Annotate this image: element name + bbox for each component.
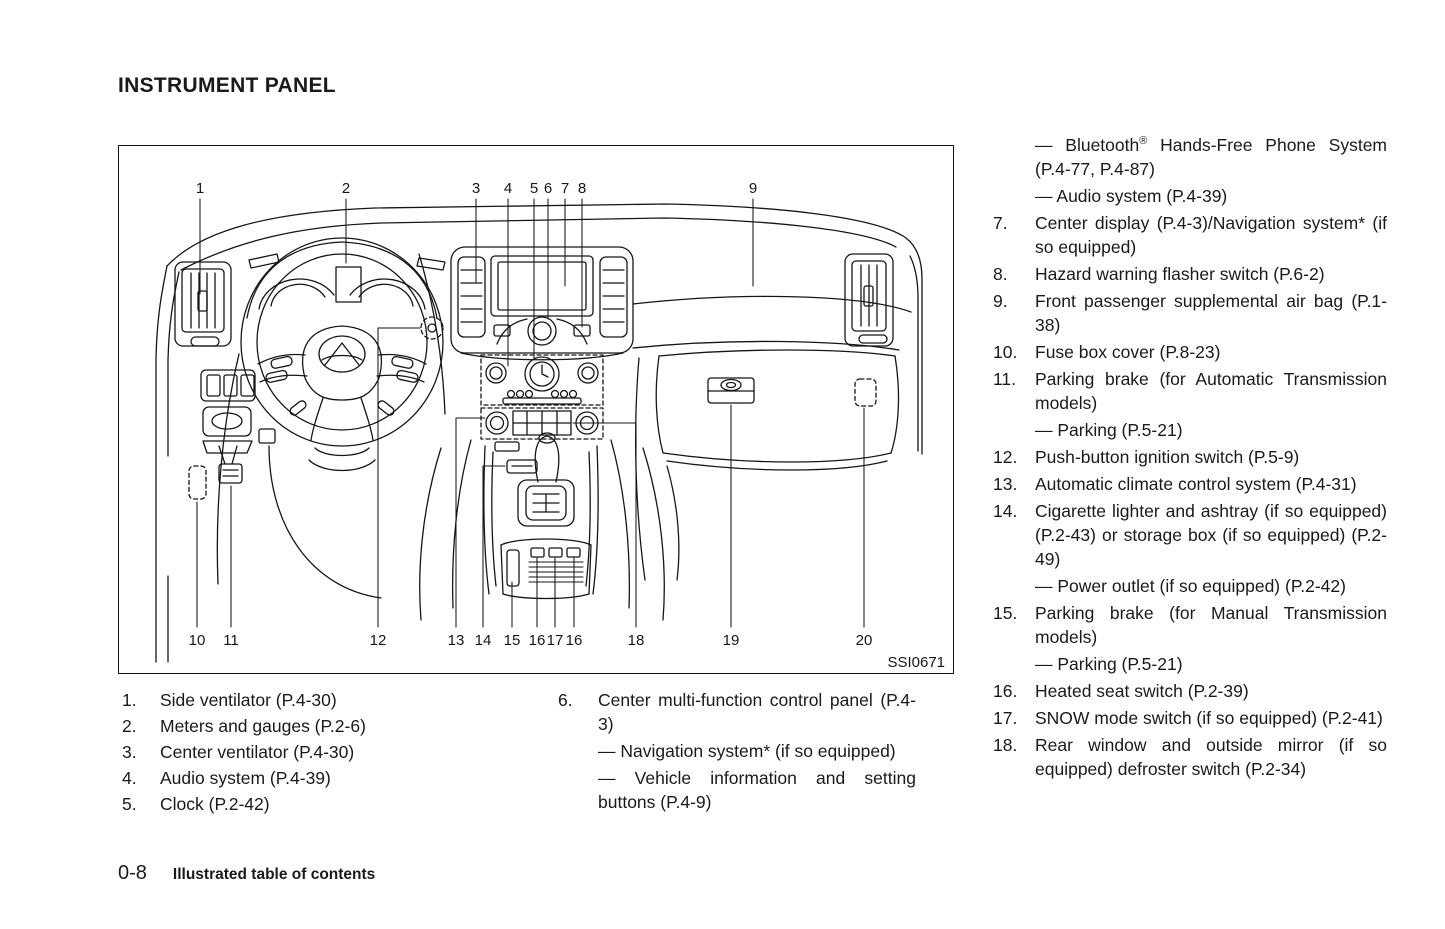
- figure-code: SSI0671: [887, 654, 945, 671]
- dashboard-outline: [156, 204, 922, 662]
- legend-item-number: 2.: [122, 716, 137, 736]
- legend-item-17: [993, 706, 1393, 730]
- legend-item-7: [993, 211, 1393, 259]
- legend-item-number: 9.: [993, 291, 1008, 311]
- legend-item-number: [993, 184, 1035, 208]
- legend-item-2: [122, 714, 542, 738]
- callout-11: 11: [223, 632, 239, 649]
- parking-brake-slot: [507, 550, 519, 586]
- center-ventilators: [458, 257, 627, 337]
- callout-10: 10: [188, 632, 206, 649]
- page-number: 0-8: [118, 862, 147, 884]
- legend-item-6: [558, 688, 924, 814]
- legend-sub-item-bluetooth: [993, 133, 1393, 181]
- dashed-outline-right: [855, 379, 876, 406]
- callout-6: 6: [543, 180, 553, 197]
- page-footer: [118, 862, 375, 885]
- legend-item-number: 1.: [122, 690, 137, 710]
- legend-item-18: [993, 733, 1393, 781]
- legend-item-text: — Audio system (P.4-39): [1035, 186, 1228, 206]
- storage-box-button: [507, 460, 537, 473]
- callout-2: 2: [341, 180, 351, 197]
- legend-item-number: 16.: [993, 681, 1018, 701]
- callout-1: 1: [195, 180, 205, 197]
- legend-item-number: 18.: [993, 735, 1018, 755]
- legend-item-number: 14.: [993, 501, 1018, 521]
- legend-item-text: Cigarette lighter and ashtray (if so equipped) (P.2-43) or storage box (if so equipped) (P.2-49): [1035, 501, 1387, 569]
- callout-13: 13: [447, 632, 465, 649]
- legend-item-text: Heated seat switch (P.2-39): [1035, 681, 1249, 701]
- legend-item-9: [993, 289, 1393, 337]
- right-side-vent: [845, 254, 893, 346]
- clock: [525, 357, 559, 391]
- legend-item-text: Rear window and outside mirror (if so equipped) defroster switch (P.2-34): [1035, 735, 1387, 779]
- callout-14: 14: [474, 632, 492, 649]
- legend-sub-item: — Navigation system* (if so equipped): [598, 741, 896, 761]
- gear-shifter: [518, 433, 574, 526]
- legend-item-number: 17.: [993, 708, 1018, 728]
- callout-16b: 16: [565, 632, 583, 649]
- legend-item-15: [993, 601, 1393, 676]
- legend-column-3: [993, 133, 1393, 784]
- footer-label: Illustrated table of contents: [172, 866, 376, 883]
- legend-item-text: Parking brake (for Manual Transmission models): [1035, 603, 1387, 647]
- callout-12: 12: [369, 632, 387, 649]
- callout-8: 8: [577, 180, 587, 197]
- legend-item-text: Parking brake (for Automatic Transmission models): [1035, 369, 1387, 413]
- figure-box: [118, 145, 954, 674]
- legend-item-text: — Bluetooth® Hands-Free Phone System (P.4-77, P.4-87): [1035, 135, 1388, 179]
- hood-release-lever: [203, 441, 252, 453]
- legend-column-1: [122, 688, 542, 818]
- legend-item-4: [122, 766, 542, 790]
- legend-item-number: 13.: [993, 474, 1018, 494]
- legend-item-text: Push-button ignition switch (P.5-9): [1035, 447, 1300, 467]
- callout-20: 20: [855, 632, 873, 649]
- page-title: INSTRUMENT PANEL: [118, 74, 336, 97]
- legend-sub-item: — Power outlet (if so equipped) (P.2-42): [1035, 576, 1346, 596]
- legend-item-text: Meters and gauges (P.2-6): [160, 716, 366, 736]
- center-display: [491, 256, 593, 316]
- legend-item-number: 7.: [993, 213, 1008, 233]
- legend-item-1: [122, 688, 542, 712]
- mirror-control-panel: [203, 407, 275, 443]
- callout-18: 18: [627, 632, 645, 649]
- left-side-vent: [175, 262, 231, 346]
- legend-item-text: Center multi-function control panel (P.4-3): [598, 690, 916, 734]
- callout-19: 19: [722, 632, 740, 649]
- callout-4: 4: [503, 180, 513, 197]
- legend-item-8: [993, 262, 1393, 286]
- callout-9: 9: [748, 180, 758, 197]
- callout-5: 5: [529, 180, 539, 197]
- legend-item-16: [993, 679, 1393, 703]
- callout-15: 15: [503, 632, 521, 649]
- legend-item-text: Side ventilator (P.4-30): [160, 690, 337, 710]
- legend-item-text: Center display (P.4-3)/Navigation system* (if so equipped): [1035, 213, 1387, 257]
- legend-item-number: 4.: [122, 768, 137, 788]
- legend-item-13: [993, 472, 1393, 496]
- legend-item-text: Automatic climate control system (P.4-31): [1035, 474, 1357, 494]
- legend-item-number: 11.: [993, 369, 1017, 389]
- fuse-box-dashed-outline: [189, 466, 206, 499]
- instrument-panel-diagram: [119, 146, 953, 673]
- legend-item-number: 6.: [558, 690, 573, 710]
- passenger-dash: [633, 296, 911, 580]
- legend-sub-item: — Parking (P.5-21): [1035, 654, 1183, 674]
- legend-item-3: [122, 740, 542, 764]
- legend-item-number: 10.: [993, 342, 1018, 362]
- legend-sub-item: — Vehicle information and setting buttons (P.4-9): [598, 768, 916, 812]
- legend-item-text: Clock (P.2-42): [160, 794, 270, 814]
- glove-box: [656, 350, 898, 470]
- legend-item-text: Front passenger supplemental air bag (P.1-38): [1035, 291, 1387, 335]
- dashboard-switch-panel: [201, 370, 255, 401]
- legend-item-12: [993, 445, 1393, 469]
- infiniti-logo: [319, 336, 365, 372]
- legend-item-text: Audio system (P.4-39): [160, 768, 331, 788]
- legend-item-11: [993, 367, 1393, 442]
- legend-item-text: Center ventilator (P.4-30): [160, 742, 355, 762]
- legend-sub-item: — Parking (P.5-21): [1035, 420, 1183, 440]
- legend-item-text: Fuse box cover (P.8-23): [1035, 342, 1221, 362]
- legend-column-2: [558, 688, 924, 817]
- callout-16a: 16: [528, 632, 546, 649]
- callout-17: 17: [546, 632, 564, 649]
- center-stack-surround: [451, 247, 633, 360]
- legend-item-14: [993, 499, 1393, 598]
- legend-item-10: [993, 340, 1393, 364]
- legend-item-text: Hazard warning flasher switch (P.6-2): [1035, 264, 1325, 284]
- center-console: [484, 442, 598, 594]
- steering-wheel: [241, 238, 443, 471]
- legend-item-number: 3.: [122, 742, 137, 762]
- legend-item-number: 5.: [122, 794, 137, 814]
- legend-item-text: SNOW mode switch (if so equipped) (P.2-41): [1035, 708, 1383, 728]
- legend-item-number: 8.: [993, 264, 1008, 284]
- callout-7: 7: [560, 180, 570, 197]
- legend-item-number: 12.: [993, 447, 1018, 467]
- ignition-switch-dashed-circle: [421, 317, 443, 339]
- callout-3: 3: [471, 180, 481, 197]
- legend-item-number: 15.: [993, 603, 1018, 623]
- legend-sub-item-audio: [993, 184, 1393, 208]
- glove-box-latch: [708, 378, 754, 403]
- legend-item-number: [993, 133, 1035, 181]
- registered-trademark-symbol: ®: [1139, 135, 1148, 148]
- legend-item-5: [122, 792, 542, 816]
